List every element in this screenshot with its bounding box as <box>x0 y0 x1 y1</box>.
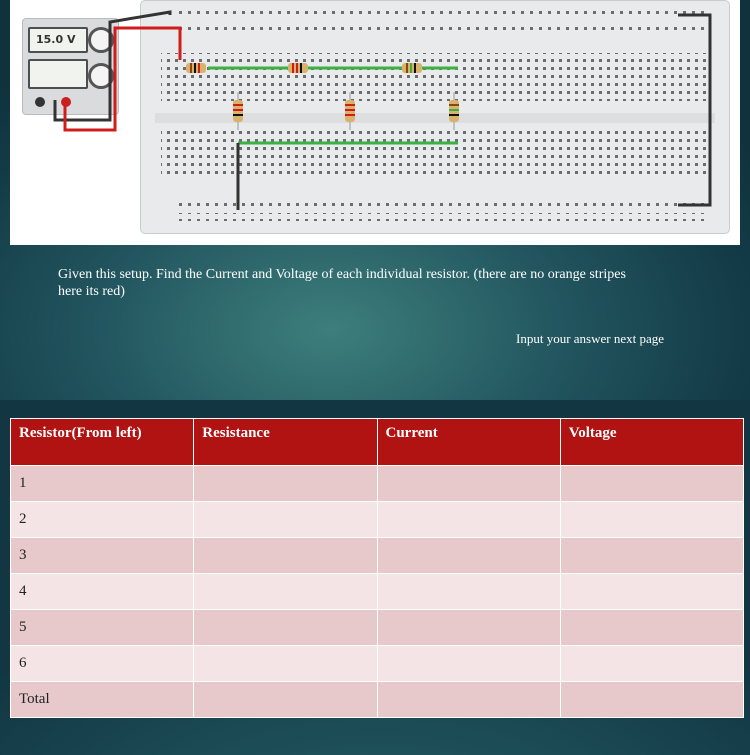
row-label: 5 <box>11 610 194 646</box>
row-label: 1 <box>11 466 194 502</box>
resistor-3[interactable] <box>402 63 422 73</box>
voltage-cell[interactable] <box>560 538 743 574</box>
table-header-row <box>11 419 744 466</box>
header-resistance: Resistance <box>194 419 377 466</box>
resistance-cell[interactable] <box>194 538 377 574</box>
next-page-note: Input your answer next page <box>516 331 665 346</box>
row-label: 2 <box>11 502 194 538</box>
resistor-1[interactable] <box>186 63 206 73</box>
current-cell[interactable] <box>377 466 560 502</box>
current-cell[interactable] <box>377 682 560 718</box>
circuit-diagram <box>10 0 740 245</box>
voltage-cell[interactable] <box>560 610 743 646</box>
resistor-6[interactable] <box>449 92 459 130</box>
current-cell[interactable] <box>377 574 560 610</box>
header-resistor: Resistor(From left) <box>11 419 194 466</box>
row-label: 6 <box>11 646 194 682</box>
row-label: 4 <box>11 574 194 610</box>
resistance-cell[interactable] <box>194 466 377 502</box>
resistor-5[interactable] <box>345 92 355 130</box>
table-row <box>11 538 744 574</box>
voltage-cell[interactable] <box>560 502 743 538</box>
black-wire-return <box>678 15 710 205</box>
row-label: 3 <box>11 538 194 574</box>
resistor-2[interactable] <box>288 63 308 73</box>
table-row <box>11 610 744 646</box>
voltage-cell[interactable] <box>560 574 743 610</box>
current-cell[interactable] <box>377 646 560 682</box>
circuit-wiring <box>10 0 740 245</box>
resistance-cell[interactable] <box>194 682 377 718</box>
table-row <box>11 466 744 502</box>
voltage-cell[interactable] <box>560 466 743 502</box>
voltage-cell[interactable] <box>560 682 743 718</box>
current-cell[interactable] <box>377 610 560 646</box>
table-row <box>11 646 744 682</box>
voltage-cell[interactable] <box>560 646 743 682</box>
answer-table <box>10 418 744 718</box>
voltage-display: 15.0 V <box>28 27 88 53</box>
row-label-total: Total <box>11 682 194 718</box>
resistance-cell[interactable] <box>194 610 377 646</box>
current-cell[interactable] <box>377 502 560 538</box>
resistance-cell[interactable] <box>194 574 377 610</box>
table-row <box>11 574 744 610</box>
resistance-cell[interactable] <box>194 646 377 682</box>
question-text: Given this setup. Find the Current and Voltage of each individual resistor. (there are no orange stripes here its red) <box>58 267 626 299</box>
header-voltage: Voltage <box>560 419 743 466</box>
red-wire-supply <box>65 28 180 130</box>
table-row <box>11 502 744 538</box>
resistance-cell[interactable] <box>194 502 377 538</box>
table-row-total <box>11 682 744 718</box>
resistor-4[interactable] <box>233 92 243 130</box>
header-current: Current <box>377 419 560 466</box>
current-cell[interactable] <box>377 538 560 574</box>
